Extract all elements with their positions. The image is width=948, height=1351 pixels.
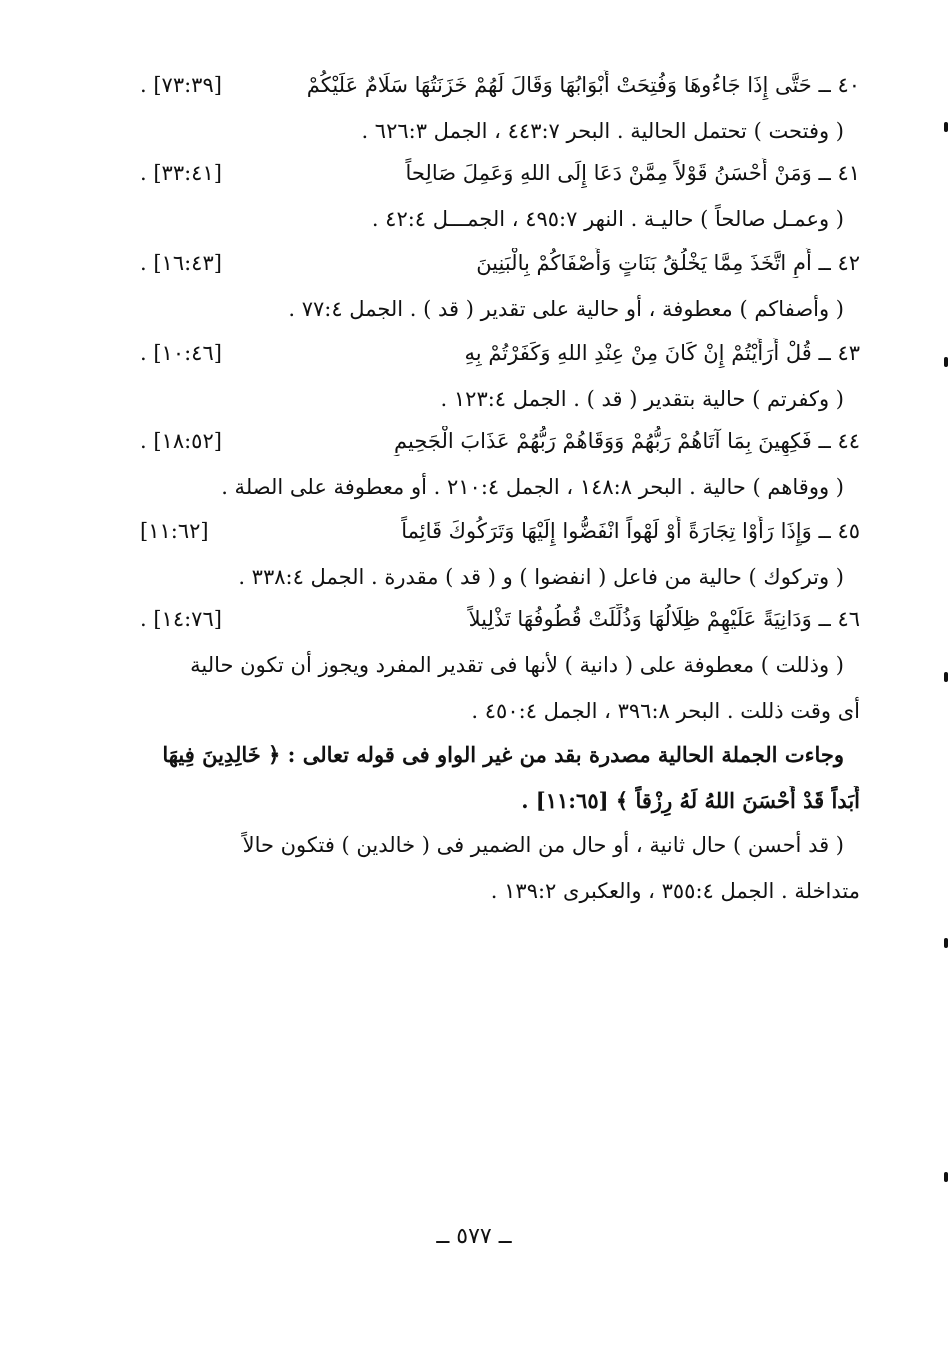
commentary-line-41: ( وعمـل صالحاً ) حاليـة . النهر ٤٩٥:٧ ، الجمـــل ٤٢:٤ . xyxy=(371,207,844,231)
verse-reference: [١٠:٤٦] . xyxy=(140,341,222,365)
paragraph-commentary-line-2: متداخلة . الجمل ٣٥٥:٤ ، والعكبرى ١٣٩:٢ . xyxy=(490,879,860,903)
verse-line-46 xyxy=(140,604,860,634)
commentary-line-42: ( وأصفاكم ) معطوفة ، أو حالية على تقدير ( قد ) . الجمل ٧٧:٤ . xyxy=(288,297,844,321)
verse-reference: [٧٣:٣٩] . xyxy=(140,73,222,97)
verse-text: ٤٢ ــ أَمِ اتَّخَذَ مِمَّا يَخْلُقُ بَنَاتٍ وَأَصْفَاكُمْ بِالْبَنِينَ xyxy=(476,251,860,275)
paragraph-commentary-line-1: ( قد أحسن ) حال ثانية ، أو حال من الضمير فى ( خالدين ) فتكون حالاً xyxy=(242,833,844,857)
paragraph-line-2: أَبَداً قَدْ أَحْسَنَ اللهُ لَهُ رِزْقاً ﴾ [١١:٦٥] . xyxy=(521,788,860,813)
verse-reference: [٣٣:٤١] . xyxy=(140,161,222,185)
verse-line-45 xyxy=(140,516,860,546)
verse-line-43 xyxy=(140,338,860,368)
commentary-line-44: ( ووقاهم ) حالية . البحر ١٤٨:٨ ، الجمل ٢١٠:٤ . أو معطوفة على الصلة . xyxy=(221,475,844,499)
scan-edge-mark xyxy=(944,938,948,948)
verse-line-41 xyxy=(140,158,860,188)
page-number: ــ ٥٧٧ ــ xyxy=(436,1224,512,1249)
commentary-line-45: ( وتركوك ) حالية من فاعل ( انفضوا ) و ( قد ) مقدرة . الجمل ٣٣٨:٤ . xyxy=(238,565,844,589)
scan-edge-mark xyxy=(944,1172,948,1182)
scan-edge-mark xyxy=(944,122,948,132)
commentary-line-46-continued: أى وقت ذللت . البحر ٣٩٦:٨ ، الجمل ٤٥٠:٤ . xyxy=(471,699,860,723)
commentary-line-43: ( وكفرتم ) حالية بتقدير ( قد ) . الجمل ١٢٣:٤ . xyxy=(440,387,844,411)
commentary-line-40: ( وفتحت ) تحتمل الحالية . البحر ٤٤٣:٧ ، الجمل ٦٢٦:٣ . xyxy=(361,119,844,143)
verse-text: ٤٥ ــ وَإِذَا رَأَوْا تِجَارَةً أَوْ لَهْواً انْفَضُّوا إِلَيْهَا وَتَرَكُوكَ قَائِماً xyxy=(401,519,860,543)
verse-text: ٤١ ــ وَمَنْ أَحْسَنُ قَوْلاً مِمَّنْ دَعَا إِلَى اللهِ وَعَمِلَ صَالِحاً xyxy=(405,161,860,185)
verse-line-40 xyxy=(140,70,860,100)
verse-text: ٤٤ ــ فَكِهِينَ بِمَا آتَاهُمْ رَبُّهُمْ وَوَقَاهُمْ رَبُّهُمْ عَذَابَ الْجَحِيمِ xyxy=(394,429,860,453)
verse-reference: [١٨:٥٢] . xyxy=(140,429,222,453)
verse-reference: [١١:٦٢] xyxy=(140,519,209,543)
verse-text: ٤٦ ــ وَدَانِيَةً عَلَيْهِمْ ظِلَالُهَا وَذُلِّلَتْ قُطُوفُهَا تَذْلِيلاً xyxy=(468,607,860,631)
scan-edge-mark xyxy=(944,672,948,682)
verse-line-44 xyxy=(140,426,860,456)
verse-line-42 xyxy=(140,248,860,278)
paragraph-line-1: وجاءت الجملة الحالية مصدرة بقد من غير الواو فى قوله تعالى : ﴿ خَالِدِينَ فِيهَا xyxy=(162,742,844,767)
verse-reference: [١٤:٧٦] . xyxy=(140,607,222,631)
verse-text: ٤٠ ــ حَتَّى إِذَا جَاءُوهَا وَفُتِحَتْ أَبْوَابُهَا وَقَالَ لَهُمْ خَزَنَتُهَا سَلَامٌ عَلَيْكُمْ xyxy=(306,73,860,97)
scan-edge-mark xyxy=(944,357,948,367)
commentary-line-46: ( وذللت ) معطوفة على ( دانية ) لأنها فى تقدير المفرد ويجوز أن تكون حالية xyxy=(190,653,844,677)
verse-text: ٤٣ ــ قُلْ أَرَأَيْتُمْ إِنْ كَانَ مِنْ عِنْدِ اللهِ وَكَفَرْتُمْ بِهِ xyxy=(464,341,860,365)
verse-reference: [١٦:٤٣] . xyxy=(140,251,222,275)
